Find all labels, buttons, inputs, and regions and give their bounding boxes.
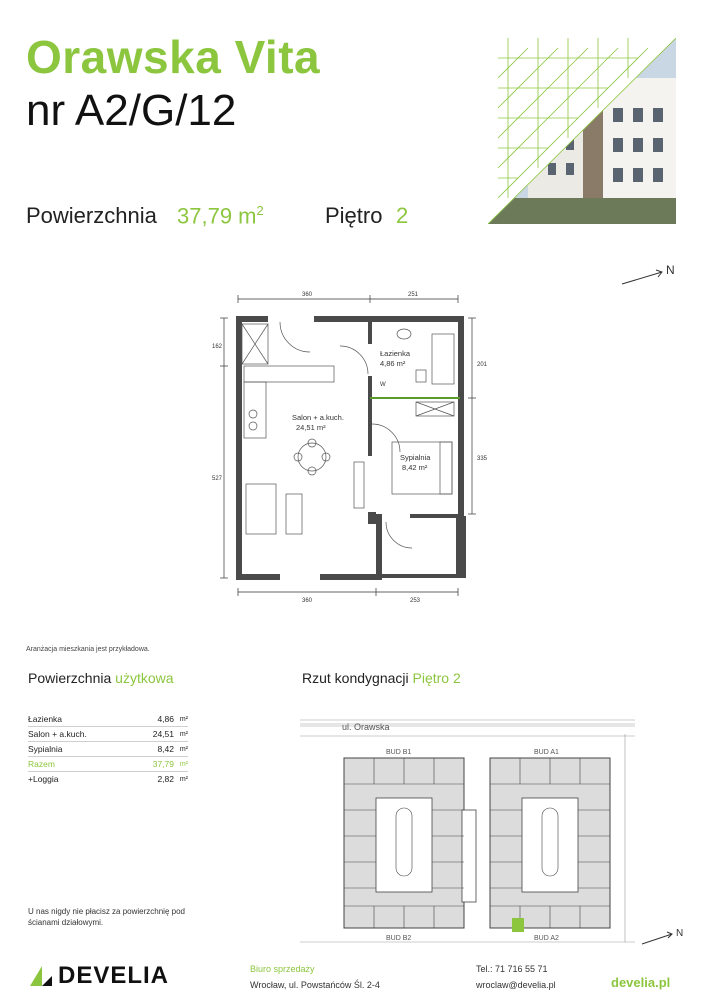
loggia-row <box>28 772 188 787</box>
room-bathroom-name: Łazienka <box>380 349 411 358</box>
storey-plan-title <box>302 670 461 686</box>
table-row <box>28 742 188 757</box>
table-row <box>28 712 188 727</box>
brand-title: Orawska Vita <box>26 31 321 83</box>
usable-title-accent: użytkowa <box>115 670 174 686</box>
table-row <box>28 727 188 742</box>
area-value <box>177 203 264 229</box>
row-name: Salon + a.kuch. <box>28 727 135 742</box>
room-bedroom-area: 8,42 m² <box>402 463 428 472</box>
usable-title-prefix: Powierzchnia <box>28 670 116 686</box>
unit-highlight <box>512 918 524 932</box>
building-a1-label: BUD A1 <box>534 749 559 756</box>
north-label: N <box>666 263 675 277</box>
storey-plan <box>300 714 635 952</box>
loggia-value: 2,82 <box>157 774 174 784</box>
area-value-text: 37,79 m <box>177 203 257 229</box>
north-label-small: N <box>676 928 684 939</box>
building-b2-label: BUD B2 <box>386 935 412 942</box>
loggia-name: +Loggia <box>28 774 59 784</box>
dim-top-left: 360 <box>302 292 313 298</box>
area-label: Powierzchnia <box>26 203 157 228</box>
row-name: Łazienka <box>28 712 135 727</box>
washing-machine-mark: W <box>380 382 386 388</box>
area-value-sup: 2 <box>256 203 264 218</box>
dim-top-right: 251 <box>408 292 419 298</box>
arrangement-note: Aranżacja mieszkania jest przykładowa. <box>26 646 150 653</box>
row-unit: m² <box>174 727 188 742</box>
dim-right-bottom: 335 <box>477 456 488 462</box>
dim-left-bottom: 527 <box>212 476 223 482</box>
row-value: 8,42 <box>135 742 174 757</box>
develia-logo: DEVELIA <box>58 962 170 989</box>
total-value: 37,79 <box>135 757 174 772</box>
street-label: ul. Orawska <box>342 722 390 732</box>
unit-number: nr A2/G/12 <box>26 86 237 135</box>
building-rendering <box>488 38 676 224</box>
sales-office-address: Wrocław, ul. Powstańców Śl. 2-4 <box>250 980 380 990</box>
usable-area-title <box>28 670 174 686</box>
room-bathroom-area: 4,86 m² <box>380 359 406 368</box>
email-link[interactable]: wroclaw@develia.pl <box>476 980 556 990</box>
north-arrow-small <box>640 926 690 948</box>
partition-walls-note: U nas nigdy nie płacisz za powierzchnię pod ścianami działowymi. <box>28 907 185 927</box>
dim-right-top: 201 <box>477 362 488 368</box>
building-b1-label: BUD B1 <box>386 749 412 756</box>
floor-label: Piętro <box>325 203 383 228</box>
row-value: 4,86 <box>135 712 174 727</box>
total-name: Razem <box>28 757 135 772</box>
floor-value: 2 <box>396 203 409 228</box>
total-row <box>28 757 188 772</box>
room-living-name: Salon + a.kuch. <box>292 413 344 422</box>
develia-logo-icon <box>28 964 54 988</box>
site-title-prefix: Rzut kondygnacji <box>302 670 413 686</box>
sales-office-label: Biuro sprzedaży <box>250 964 315 974</box>
building-a2-label: BUD A2 <box>534 935 559 942</box>
room-bedroom-name: Sypialnia <box>400 453 431 462</box>
site-title-accent: Piętro 2 <box>412 670 461 686</box>
row-name: Sypialnia <box>28 742 135 757</box>
dim-bottom-right: 253 <box>410 598 421 602</box>
website-link[interactable]: develia.pl <box>611 975 671 990</box>
row-unit: m² <box>174 712 188 727</box>
row-value: 24,51 <box>135 727 174 742</box>
floor-plan <box>210 262 690 602</box>
loggia-unit: m² <box>179 775 188 783</box>
phone-number: Tel.: 71 716 55 71 <box>476 964 548 974</box>
row-unit: m² <box>174 742 188 757</box>
dim-bottom-left: 360 <box>302 598 313 602</box>
room-living-area: 24,51 m² <box>296 423 326 432</box>
total-unit: m² <box>174 757 188 772</box>
area-table <box>28 712 188 786</box>
dim-left-top: 162 <box>212 344 223 350</box>
